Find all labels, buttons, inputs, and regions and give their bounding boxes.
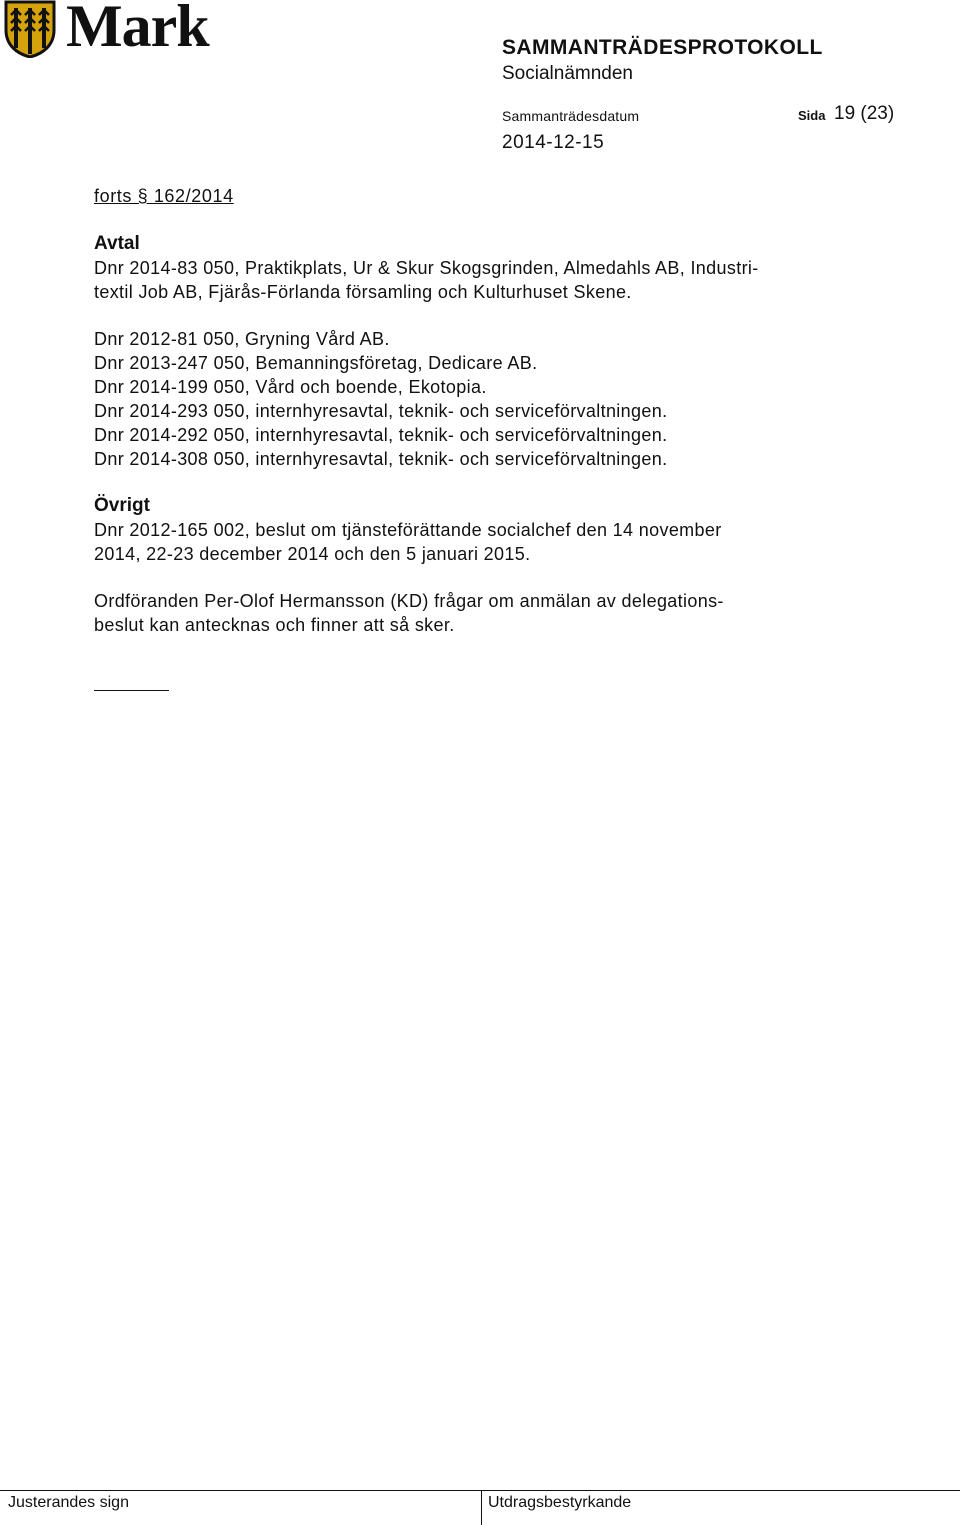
signature-footer: [0, 1490, 960, 1525]
meeting-date-label: Sammanträdesdatum: [502, 108, 640, 124]
meeting-date: 2014-12-15: [502, 132, 605, 153]
municipality-logo: [4, 0, 244, 62]
page-label: Sida: [798, 108, 826, 123]
closing-line: beslut kan antecknas och finner att så sker.: [94, 615, 455, 635]
utdragsbestyrkande-label: Utdragsbestyrkande: [488, 1494, 632, 1511]
section-heading-ovrigt: Övrigt: [94, 495, 150, 516]
department-name: Socialnämnden: [502, 63, 633, 84]
section-heading-avtal: Avtal: [94, 233, 140, 254]
justerandes-sign-label: Justerandes sign: [8, 1494, 129, 1511]
document-title: SAMMANTRÄDESPROTOKOLL: [502, 36, 823, 59]
dnr-line: Dnr 2014-292 050, internhyresavtal, teknik- och serviceförvaltningen.: [94, 425, 668, 445]
ovrigt-line: 2014, 22-23 december 2014 och den 5 januari 2015.: [94, 544, 531, 564]
dnr-line: Dnr 2013-247 050, Bemanningsföretag, Dedicare AB.: [94, 353, 538, 373]
dnr-line: Dnr 2012-81 050, Gryning Vård AB.: [94, 329, 390, 349]
section-end-rule: [94, 690, 169, 691]
dnr-line: Dnr 2014-308 050, internhyresavtal, teknik- och serviceförvaltningen.: [94, 449, 668, 469]
protocol-body: [94, 184, 914, 637]
dnr-line: Dnr 2014-199 050, Vård och boende, Ekotopia.: [94, 377, 487, 397]
coat-of-arms-icon: [4, 0, 56, 58]
avtal-line: Dnr 2014-83 050, Praktikplats, Ur & Skur Skogsgrinden, Almedahls AB, Industri-: [94, 258, 759, 278]
paragraph-reference: forts § 162/2014: [94, 186, 234, 206]
closing-line: Ordföranden Per-Olof Hermansson (KD) frågar om anmälan av delegations-: [94, 591, 724, 611]
logo-wordmark: Mark: [66, 0, 209, 59]
avtal-line: textil Job AB, Fjärås-Förlanda församling och Kulturhuset Skene.: [94, 282, 632, 302]
dnr-line: Dnr 2014-293 050, internhyresavtal, teknik- och serviceförvaltningen.: [94, 401, 668, 421]
footer-divider: [481, 1491, 482, 1525]
page-number: 19 (23): [834, 103, 895, 124]
ovrigt-line: Dnr 2012-165 002, beslut om tjänsteförättande socialchef den 14 november: [94, 520, 722, 540]
